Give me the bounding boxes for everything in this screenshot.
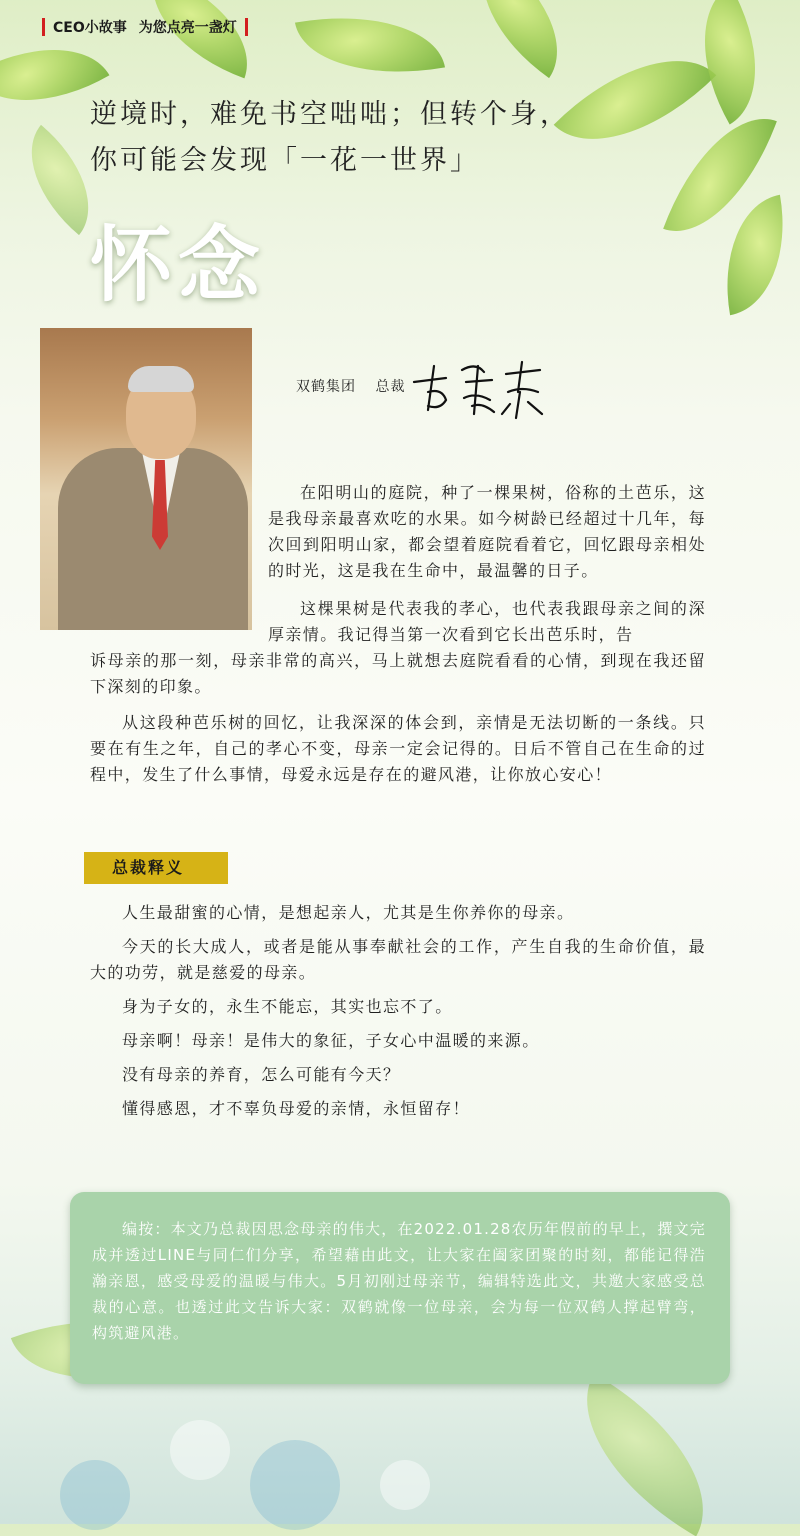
commentary-line: 没有母亲的养育，怎么可能有今天？ (122, 1065, 401, 1084)
portrait-hair (128, 366, 194, 392)
editor-note-text: 编按：本文乃总裁因思念母亲的伟大，在2022.01.28农历年假前的早上，撰文完成并透过LINE与同仁们分享，希望藉由此文，让大家在阖家团聚的时刻，都能记得浩瀚亲恩，感受母爱的温暖与伟大。5月初刚过母亲节，编辑特选此文，共邀大家感受总裁的心意。也透过此文告诉大家：双鹤就像一位母亲，会为每一位双鹤人撑起臂弯，构筑避风港。 (92, 1220, 706, 1342)
column-header (36, 16, 254, 38)
bokeh-decoration (60, 1460, 130, 1530)
bokeh-decoration (170, 1420, 230, 1480)
leaf-decoration (711, 195, 799, 315)
ceo-portrait-image (40, 328, 252, 630)
story-paragraph: 这棵果树是代表我的孝心，也代表我跟母亲之间的深厚亲情。我记得当第一次看到它长出芭乐时，告 (268, 599, 706, 644)
author-byline (296, 376, 419, 396)
editor-note-box (70, 1192, 730, 1384)
story-paragraph: 诉母亲的那一刻，母亲非常的高兴，马上就想去庭院看看的心情，到现在我还留下深刻的印象。 (90, 651, 706, 696)
leaf-decoration (295, 0, 445, 92)
bokeh-decoration (250, 1440, 340, 1530)
red-bar-icon (42, 18, 45, 36)
author-company: 双鹤集团 (296, 379, 356, 395)
leaf-decoration (132, 0, 269, 78)
commentary-line: 身为子女的，永生不能忘，其实也忘不了。 (122, 997, 453, 1016)
commentary-line: 人生最甜蜜的心情，是想起亲人，尤其是生你养你的母亲。 (122, 903, 575, 922)
story-paragraph: 在阳明山的庭院，种了一棵果树，俗称的土芭乐，这是我母亲最喜欢吃的水果。如今树龄已经超过十几年，每次回到阳明山家，都会望着庭院看着它，回忆跟母亲相处的时光，这是我在生命中，最温馨的日子。 (268, 483, 706, 580)
column-slogan: 为您点亮一盏灯 (138, 20, 237, 36)
leaf-decoration (451, 0, 589, 78)
column-name: CEO小故事 (53, 20, 127, 36)
bokeh-decoration (380, 1460, 430, 1510)
author-position: 总裁 (375, 379, 406, 395)
leaf-decoration (549, 1374, 741, 1536)
commentary-line: 懂得感恩，才不辜负母爱的亲情，永恒留存！ (122, 1099, 471, 1118)
commentary-line: 母亲啊！母亲！是伟大的象征，子女心中温暖的来源。 (122, 1031, 540, 1050)
section-heading: 总裁释义 (84, 852, 228, 884)
tagline-line: 逆境时，难免书空咄咄；但转个身， (90, 99, 570, 130)
red-bar-icon (245, 18, 248, 36)
handwritten-signature-icon (406, 352, 556, 422)
tagline (90, 92, 650, 184)
commentary-line: 今天的长大成人，或者是能从事奉献社会的工作，产生自我的生命价值，最大的功劳，就是慈爱的母亲。 (90, 937, 706, 982)
tagline-line: 你可能会发现「一花一世界」 (90, 145, 480, 176)
article-title: 怀念 (90, 217, 267, 313)
story-paragraph: 从这段种芭乐树的回忆，让我深深的体会到，亲情是无法切断的一条线。只要在有生之年，自己的孝心不变，母亲一定会记得的。日后不管自己在生命的过程中，发生了什么事情，母爱永远是存在的避风港，让你放心安心！ (90, 713, 706, 784)
